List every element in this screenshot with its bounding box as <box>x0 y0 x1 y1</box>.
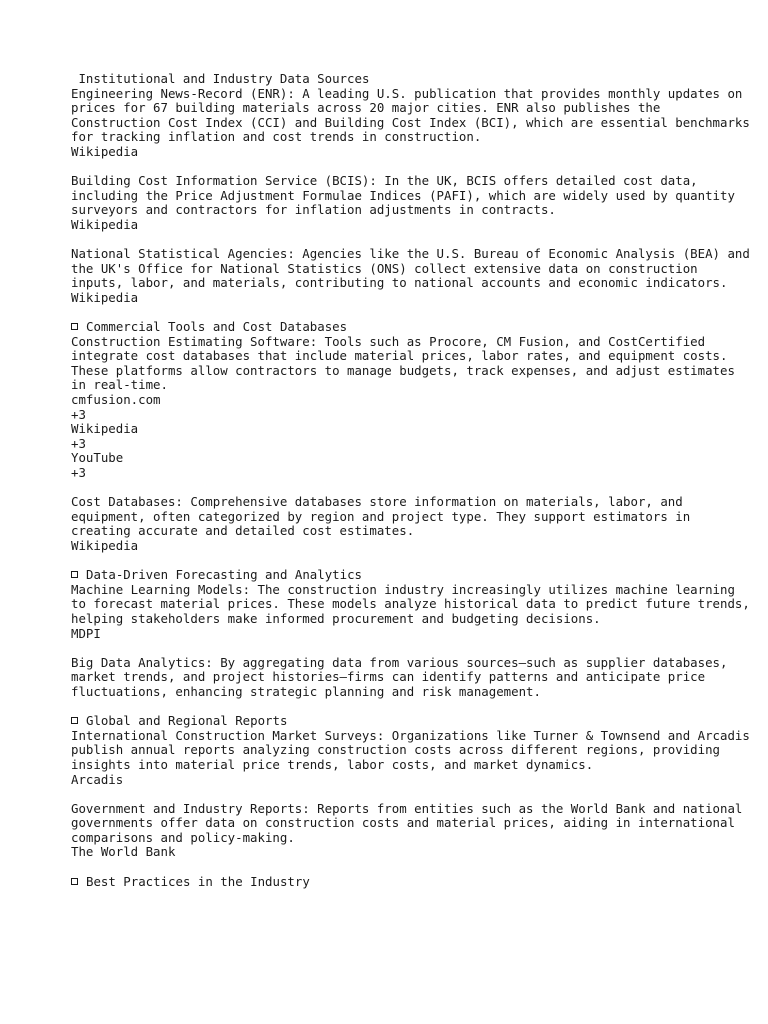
source-count[interactable]: +3 <box>71 465 86 481</box>
paragraph-statistical-agencies: National Statistical Agencies: Agencies like the U.S. Bureau of Economic Analysis (BEA) and the UK's Office for National Statistics (ONS) collect extensive data on construction inputs, labor, and materials, contributing to national accounts and economic indicators. <box>71 246 758 291</box>
paragraph-market-surveys: International Construction Market Surveys: Organizations like Turner & Townsend and Arcadis publish annual reports analyzing construction costs across different regions, providing insights into material price trends, labor costs, and market dynamics. <box>71 727 758 772</box>
source-link-world-bank[interactable]: The World Bank <box>71 844 176 860</box>
section-title-global-reports: Global and Regional Reports <box>86 713 288 729</box>
section-title-best-practices: Best Practices in the Industry <box>86 873 310 889</box>
document-body <box>71 71 758 889</box>
square-bullet-icon <box>71 717 78 724</box>
source-link-arcadis[interactable]: Arcadis <box>71 771 124 787</box>
source-link-wikipedia[interactable]: Wikipedia <box>71 538 139 553</box>
section-heading-forecasting <box>71 568 751 583</box>
square-bullet-icon <box>71 323 78 330</box>
section-heading-best-practices <box>71 875 751 890</box>
section-heading-commercial-tools <box>71 320 751 335</box>
paragraph-estimating-software: Construction Estimating Software: Tools such as Procore, CM Fusion, and CostCertified integrate cost databases that include material prices, labor rates, and equipment costs. These platforms allow contractors to manage budgets, track expenses, and adjust estimates in real-time. <box>71 333 743 393</box>
source-count[interactable]: +3 <box>71 406 86 422</box>
paragraph-government-reports: Government and Industry Reports: Reports from entities such as the World Bank and national governments offer data on construction costs and material prices, aiding in international comparisons and policy-making. <box>71 800 750 845</box>
source-link-wikipedia[interactable]: Wikipedia <box>71 143 139 159</box>
paragraph-machine-learning: Machine Learning Models: The construction industry increasingly utilizes machine learning to forecast material prices. These models analyze historical data to predict future trends, helping stakeholders make informed procurement and budgeting decisions. <box>71 581 758 626</box>
paragraph-enr: Engineering News-Record (ENR): A leading U.S. publication that provides monthly updates on prices for 67 building materials across 20 major cities. ENR also publishes the Construction Cost Index (CCI) and Building Cost Index (BCI), which are essential benchmarks for tracking inflation and cost trends in construction. <box>71 85 758 145</box>
section-title-institutional: Institutional and Industry Data Sources <box>71 71 370 86</box>
source-link-youtube[interactable]: YouTube <box>71 450 124 466</box>
paragraph-big-data: Big Data Analytics: By aggregating data from various sources—such as supplier databases, market trends, and project histories—firms can identify patterns and anticipate price fluctuations, enhancing strategic planning and risk management. <box>71 654 735 699</box>
paragraph-bcis: Building Cost Information Service (BCIS): In the UK, BCIS offers detailed cost data, including the Price Adjustment Formulae Indices (PAFI), which are widely used by quantity surveyors and contractors for inflation adjustments in contracts. <box>71 173 743 218</box>
source-link-wikipedia[interactable]: Wikipedia <box>71 421 139 437</box>
source-link-wikipedia[interactable]: Wikipedia <box>71 289 139 305</box>
paragraph-cost-databases: Cost Databases: Comprehensive databases store information on materials, labor, and equipment, often categorized by region and project type. They support estimators in creating accurate and detailed cost estimates. <box>71 494 698 539</box>
section-heading-global-reports <box>71 714 751 729</box>
source-count[interactable]: +3 <box>71 435 86 451</box>
square-bullet-icon <box>71 878 78 885</box>
section-title-forecasting: Data-Driven Forecasting and Analytics <box>86 567 363 583</box>
square-bullet-icon <box>71 571 78 578</box>
source-link-cmfusion[interactable]: cmfusion.com <box>71 392 161 408</box>
source-link-mdpi[interactable]: MDPI <box>71 625 101 641</box>
section-title-commercial-tools: Commercial Tools and Cost Databases <box>86 319 348 335</box>
source-link-wikipedia[interactable]: Wikipedia <box>71 216 139 232</box>
